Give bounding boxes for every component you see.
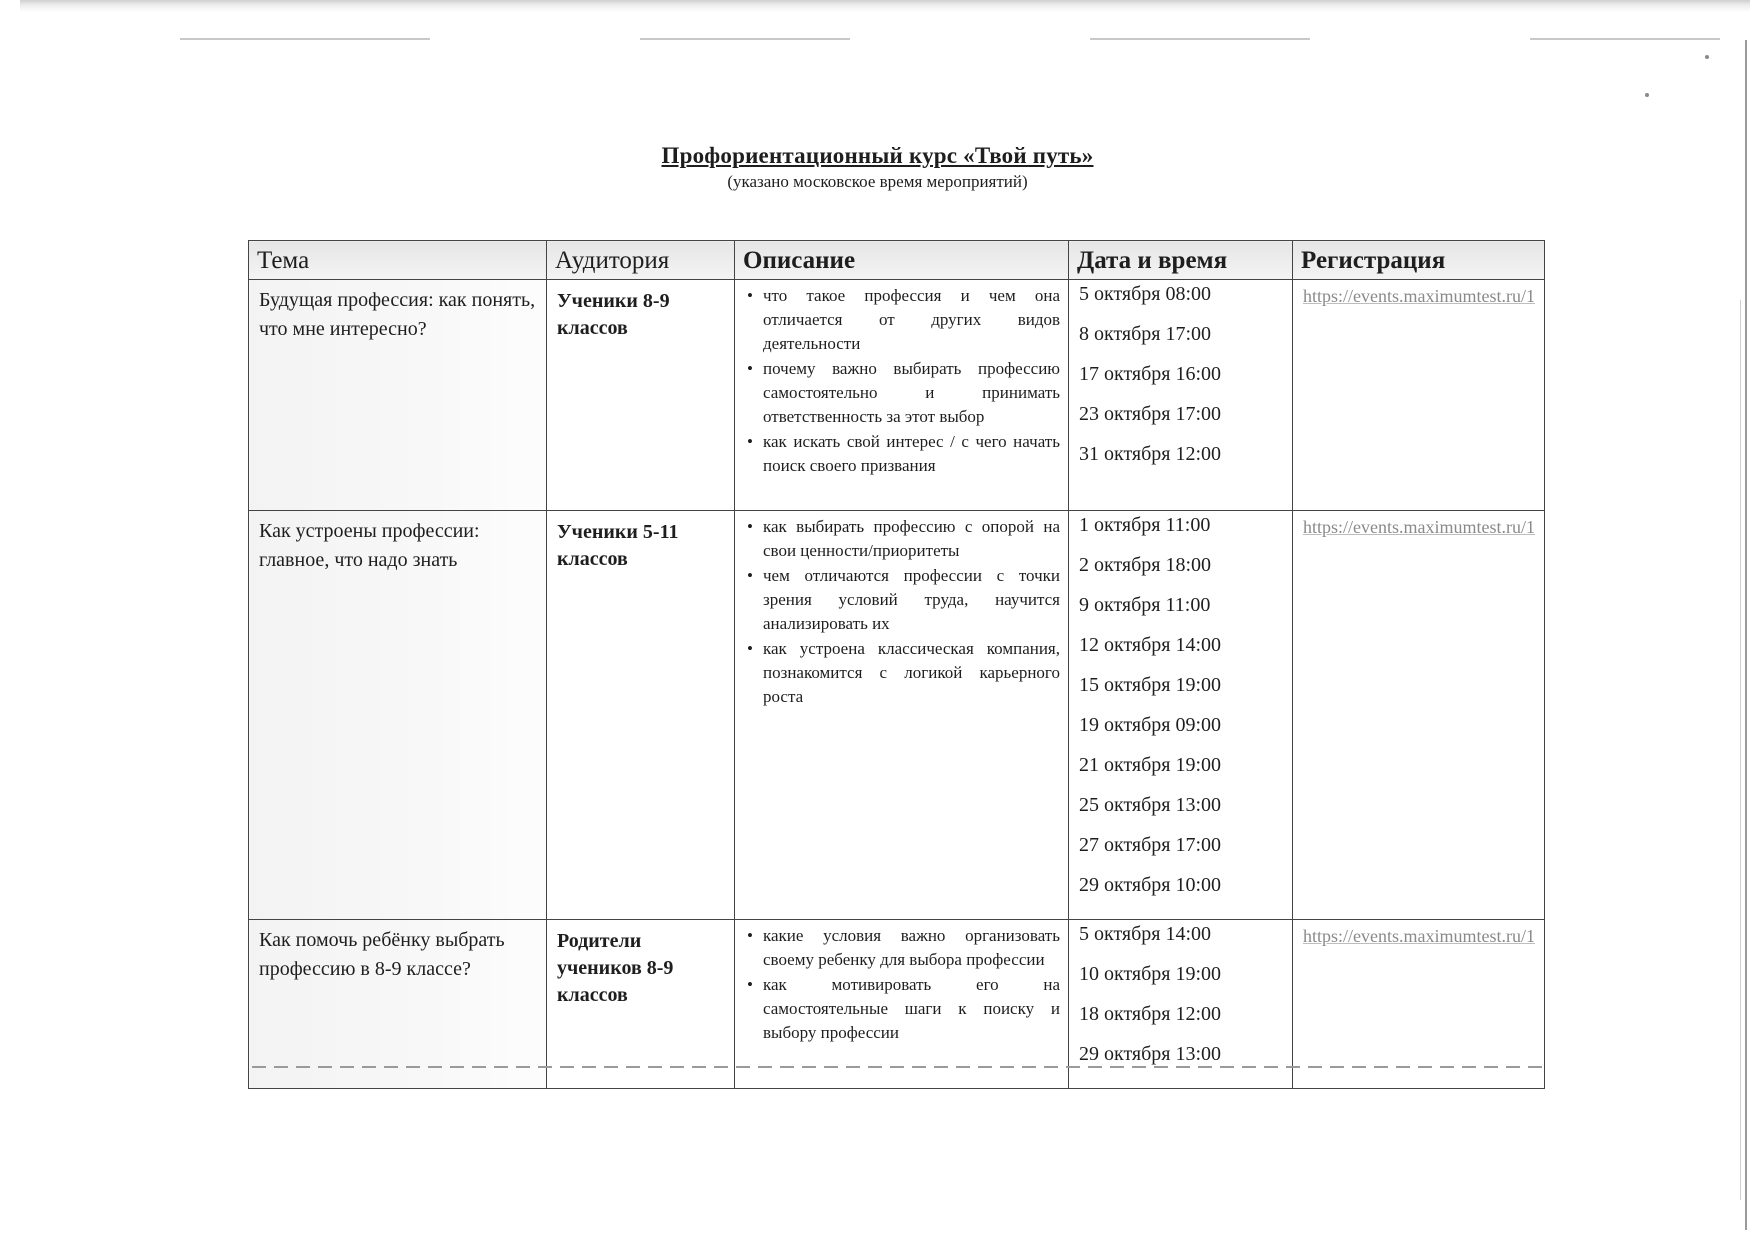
date-item: 18 октября 12:00 xyxy=(1079,1003,1222,1025)
schedule-table xyxy=(248,240,1545,1089)
theme-cell: Как помочь ребёнку выбрать профессию в 8-9 классе? xyxy=(249,920,547,1089)
scan-noise xyxy=(640,38,850,40)
header-theme: Тема xyxy=(249,241,547,280)
theme-cell: Будущая профессия: как понять, что мне интересно? xyxy=(249,280,547,511)
scan-bottom-line xyxy=(252,1066,1542,1068)
description-cell xyxy=(735,920,1069,1089)
table-row xyxy=(249,920,1545,1089)
date-item: 9 октября 11:00 xyxy=(1079,594,1211,616)
date-item: 15 октября 19:00 xyxy=(1079,674,1222,696)
page-title: Профориентационный курс «Твой путь» xyxy=(661,143,1094,168)
date-item: 29 октября 10:00 xyxy=(1079,874,1222,896)
description-item: • как искать свой интерес / с чего начать поиск своего призвания xyxy=(747,430,1060,478)
description-item: • как мотивировать его на самостоятельные шаги к поиску и выбору профессии xyxy=(747,973,1060,1045)
description-item: • что такое профессия и чем она отличается от других видов деятельности xyxy=(747,284,1060,356)
description-item: • как выбирать профессию с опорой на свои ценности/приоритеты xyxy=(747,515,1060,563)
date-item: 29 октября 13:00 xyxy=(1079,1043,1222,1065)
date-item: 5 октября 14:00 xyxy=(1079,923,1212,945)
date-item: 27 октября 17:00 xyxy=(1079,834,1222,856)
scan-noise xyxy=(1090,38,1310,40)
audience-cell: Родители учеников 8-9 классов xyxy=(547,920,735,1089)
registration-link[interactable]: https://events.maximumtest.ru/1 xyxy=(1303,286,1535,306)
table-header-row xyxy=(249,241,1545,280)
registration-cell xyxy=(1293,920,1545,1089)
page-subtitle: (указано московское время мероприятий) xyxy=(727,172,1028,191)
date-item: 19 октября 09:00 xyxy=(1079,714,1222,736)
dates-cell xyxy=(1069,280,1293,511)
date-item: 8 октября 17:00 xyxy=(1079,323,1212,345)
description-item: • какие условия важно организовать своему ребенку для выбора профессии xyxy=(747,924,1060,972)
scan-speck xyxy=(1645,93,1649,97)
date-item: 5 октября 08:00 xyxy=(1079,283,1212,305)
scan-edge-top xyxy=(20,0,1750,12)
description-item: • чем отличаются профессии с точки зрения условий труда, научится анализировать их xyxy=(747,564,1060,636)
header-registration: Регистрация xyxy=(1293,241,1545,280)
date-item: 10 октября 19:00 xyxy=(1079,963,1222,985)
header-datetime: Дата и время xyxy=(1069,241,1293,280)
date-item: 21 октября 19:00 xyxy=(1079,754,1222,776)
date-item: 17 октября 16:00 xyxy=(1079,363,1222,385)
header-audience: Аудитория xyxy=(547,241,735,280)
registration-link[interactable]: https://events.maximumtest.ru/1 xyxy=(1303,517,1535,537)
date-item: 25 октября 13:00 xyxy=(1079,794,1222,816)
theme-cell: Как устроены профессии: главное, что надо знать xyxy=(249,511,547,920)
registration-cell xyxy=(1293,280,1545,511)
table-row xyxy=(249,511,1545,920)
description-cell xyxy=(735,511,1069,920)
scan-edge-right-shadow xyxy=(1740,300,1741,1200)
table-row xyxy=(249,280,1545,511)
date-item: 1 октября 11:00 xyxy=(1079,514,1211,536)
scan-speck xyxy=(1705,55,1709,59)
dates-cell xyxy=(1069,511,1293,920)
registration-cell xyxy=(1293,511,1545,920)
date-item: 31 октября 12:00 xyxy=(1079,443,1222,465)
description-cell xyxy=(735,280,1069,511)
date-item: 2 октября 18:00 xyxy=(1079,554,1212,576)
scan-noise xyxy=(180,38,430,40)
header-description: Описание xyxy=(735,241,1069,280)
description-item: • как устроена классическая компания, познакомится с логикой карьерного роста xyxy=(747,637,1060,709)
date-item: 23 октября 17:00 xyxy=(1079,403,1222,425)
audience-cell: Ученики 5-11 классов xyxy=(547,511,735,920)
description-item: • почему важно выбирать профессию самостоятельно и принимать ответственность за этот выбор xyxy=(747,357,1060,429)
registration-link[interactable]: https://events.maximumtest.ru/1 xyxy=(1303,926,1535,946)
date-item: 12 октября 14:00 xyxy=(1079,634,1222,656)
scan-noise xyxy=(1530,38,1720,40)
scan-edge-right xyxy=(1745,40,1747,1230)
dates-cell xyxy=(1069,920,1293,1089)
audience-cell: Ученики 8-9 классов xyxy=(547,280,735,511)
